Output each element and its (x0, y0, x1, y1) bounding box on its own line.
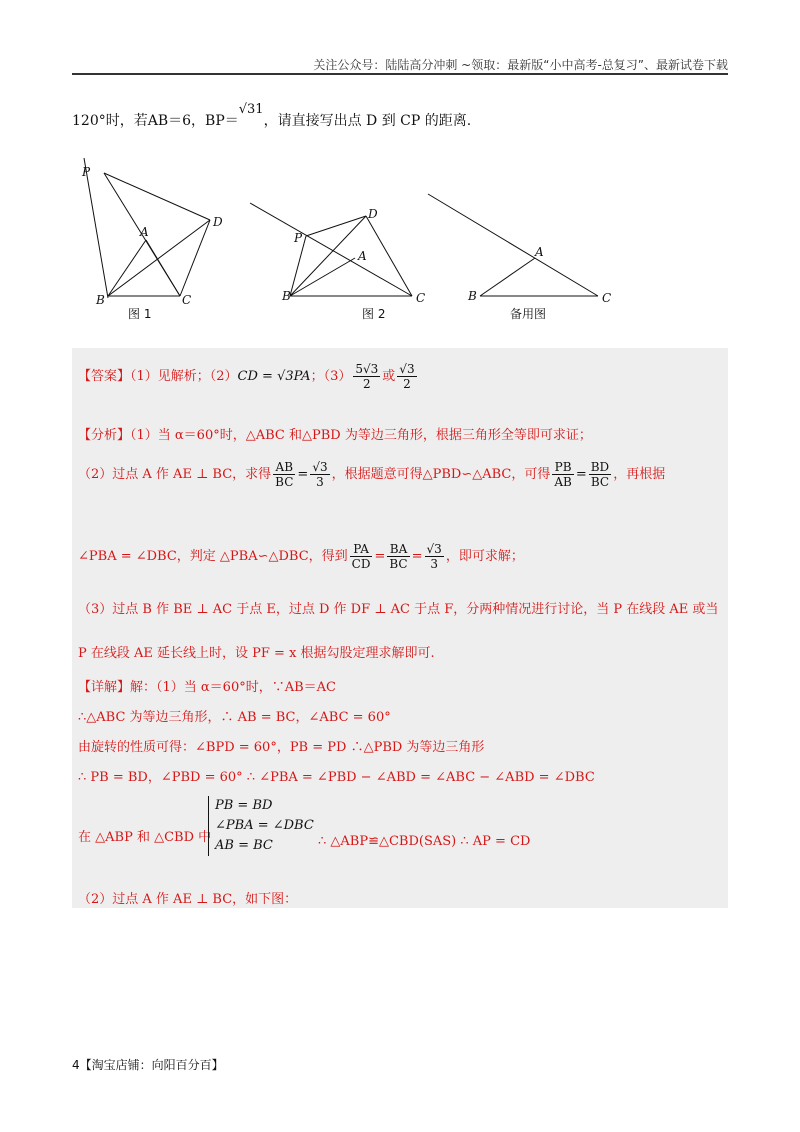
fig1-label-b: B (96, 293, 105, 307)
analysis-line-5: P 在线段 AE 延长线上时，设 PF = x 根据勾股定理求解即可. (78, 646, 435, 661)
detail-line-5: 在 △ABP 和 △CBD 中 PB = BD ∠PBA = ∠DBC AB = BC ∴ △ABP≌△CBD(SAS) ∴ AP = CD (78, 796, 718, 860)
fig2-label-d: D (368, 207, 378, 221)
detail-line-2: ∴△ABC 为等边三角形，∴ AB = BC，∠ABC = 60° (78, 710, 391, 725)
figure-spare (428, 194, 598, 296)
sqrt-31: √31 (238, 102, 264, 117)
analysis-line-2: （2）过点 A 作 AE ⊥ BC，求得 $\frac{AB}{BC}$ = $\frac{√3}{3}$ ，根据题意可得△PBD∽△ABC，可得 $\frac{PB}{AB}$ = $\frac{BD}{BC}$ ，再根据 (78, 460, 666, 489)
answer-line: 【答案】（1）见解析；（2）CD = √3PA；（3） $\frac{5√3}{2}$ 或 $\frac{√3}{2}$ (78, 362, 415, 391)
fig2-caption: 图 2 (362, 307, 386, 321)
fig3-caption: 备用图 (510, 307, 547, 321)
fig2-label-b: B (282, 289, 291, 303)
fig1-label-p: P (82, 165, 91, 179)
fig1-label-c: C (182, 293, 192, 307)
figures-svg (70, 148, 730, 328)
fig1-label-a: A (140, 225, 149, 239)
question-ab: AB＝6，BP＝ (147, 113, 239, 129)
fig2-label-c: C (416, 291, 426, 305)
detail-line-1: 【详解】解：（1）当 α＝60°时，∵AB＝AC (78, 680, 337, 695)
analysis-line-3: ∠PBA = ∠DBC，判定 △PBA∽△DBC，得到 $\frac{PA}{CD}$ = $\frac{BA}{BC}$ = $\frac{√3}{3}$ ，即可求解； (78, 542, 524, 571)
figure-2 (250, 203, 412, 296)
page-header: 关注公众号：陆陆高分冲刺 ~领取：最新版“小中高考-总复习”、最新试卷下载 (313, 58, 728, 72)
fig3-label-c: C (602, 291, 612, 305)
page-footer: 4【淘宝店铺：向阳百分百】 (72, 1058, 224, 1072)
detail-line-6: （2）过点 A 作 AE ⊥ BC，如下图： (78, 892, 298, 907)
question-pre: 120°时，若 (72, 113, 148, 129)
fig2-label-a: A (358, 249, 367, 263)
analysis-line-1: 【分析】（1）当 α＝60°时，△ABC 和△PBD 为等边三角形，根据三角形全等即可求证； (78, 428, 592, 443)
question-post: ，请直接写出点 D 到 CP 的距离. (263, 113, 472, 129)
fig1-caption: 图 1 (128, 307, 152, 321)
header-rule (72, 73, 728, 75)
fig1-label-d: D (213, 215, 223, 229)
question-line (72, 102, 472, 130)
fig3-label-b: B (468, 289, 477, 303)
fig2-label-p: P (294, 231, 303, 245)
detail-line-3: 由旋转的性质可得：∠BPD = 60°，PB = PD ∴△PBD 为等边三角形 (78, 740, 485, 755)
analysis-line-4: （3）过点 B 作 BE ⊥ AC 于点 E，过点 D 作 DF ⊥ AC 于点 F，分两种情况进行讨论，当 P 在线段 AE 或当 (78, 602, 719, 617)
geometry-figures (70, 148, 730, 328)
detail-line-4: ∴ PB = BD，∠PBD = 60° ∴ ∠PBA = ∠PBD − ∠ABD = ∠ABC − ∠ABD = ∠DBC (78, 770, 595, 785)
fig3-label-a: A (535, 245, 544, 259)
